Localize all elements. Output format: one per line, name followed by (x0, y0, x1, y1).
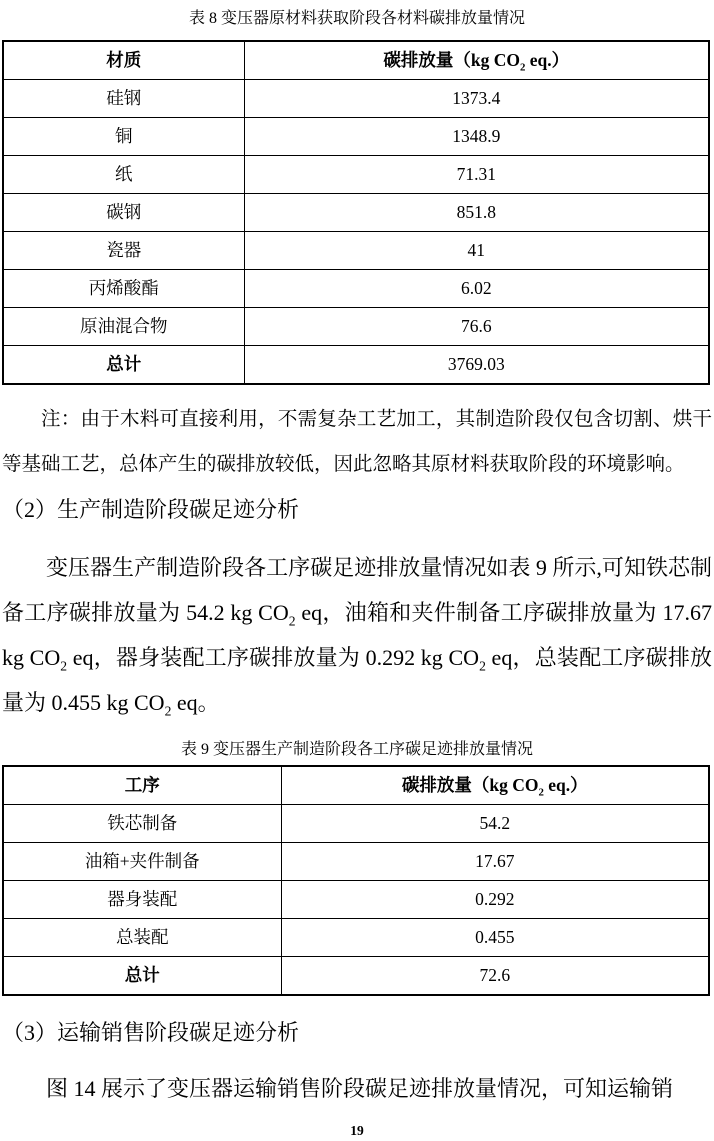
co2-subscript: 2 (538, 786, 544, 799)
para-text: eq，器身装配工序碳排放量为 0.292 kg CO (67, 645, 480, 670)
process-cell: 油箱+夹件制备 (3, 843, 281, 881)
value-cell: 1373.4 (244, 80, 709, 118)
section2-paragraph (2, 545, 712, 725)
table8 (2, 40, 710, 385)
material-cell: 硅钢 (3, 80, 244, 118)
co2-subscript: 2 (60, 658, 68, 674)
table8-row (3, 118, 709, 156)
material-cell: 丙烯酸酯 (3, 270, 244, 308)
table9-header-row (3, 766, 709, 805)
section3-heading: （3）运输销售阶段碳足迹分析 (2, 1020, 300, 1045)
document-page (0, 8, 714, 1141)
value-cell: 71.31 (244, 156, 709, 194)
table9-row (3, 805, 709, 843)
table9-caption: 表 9 变压器生产制造阶段各工序碳足迹排放量情况 (180, 741, 533, 758)
table8-row (3, 270, 709, 308)
value-cell: 76.6 (244, 308, 709, 346)
section2-heading: （2）生产制造阶段碳足迹分析 (2, 497, 300, 522)
table8-total-row (3, 346, 709, 385)
table9-total-row (3, 957, 709, 996)
process-cell: 器身装配 (3, 881, 281, 919)
table8-header-material: 材质 (3, 41, 244, 80)
table8-header-row (3, 41, 709, 80)
header-text: eq.） (543, 774, 588, 795)
value-cell: 0.455 (281, 919, 709, 957)
value-cell: 41 (244, 232, 709, 270)
table9-row (3, 843, 709, 881)
material-cell: 铜 (3, 118, 244, 156)
co2-subscript: 2 (288, 613, 296, 629)
process-cell: 铁芯制备 (3, 805, 281, 843)
para-text: eq，总装配工序碳排放量为 0.455 kg CO (2, 645, 713, 715)
para-text: eq。 (171, 690, 220, 715)
table9 (2, 765, 710, 996)
table8-header-emission (244, 41, 709, 80)
material-cell: 碳钢 (3, 194, 244, 232)
process-cell: 总装配 (3, 919, 281, 957)
value-cell: 17.67 (281, 843, 709, 881)
table8-caption: 表 8 变压器原材料获取阶段各材料碳排放量情况 (188, 10, 525, 27)
page-number: 19 (350, 1123, 364, 1138)
para-text: eq，油箱和夹件制备工序碳排放量为 17.67 kg CO (2, 600, 712, 670)
value-cell: 0.292 (281, 881, 709, 919)
header-text: eq.） (525, 49, 570, 70)
note-paragraph: 注：由于木料可直接利用，不需复杂工艺加工，其制造阶段仅包含切割、烘干等基础工艺，总体产生的碳排放较低，因此忽略其原材料获取阶段的环境影响。 (2, 409, 712, 475)
total-label-cell: 总计 (3, 346, 244, 385)
value-cell: 54.2 (281, 805, 709, 843)
co2-subscript: 2 (519, 61, 526, 74)
table9-header-process: 工序 (3, 766, 281, 805)
table9-row (3, 919, 709, 957)
table8-row (3, 80, 709, 118)
section3-paragraph: 图 14 展示了变压器运输销售阶段碳足迹排放量情况，可知运输销 (46, 1076, 674, 1101)
value-cell: 1348.9 (244, 118, 709, 156)
total-value-cell: 3769.03 (244, 346, 709, 385)
table9-header-emission (281, 766, 709, 805)
header-text: 碳排放量（kg CO (401, 774, 539, 795)
total-label-cell: 总计 (3, 957, 281, 996)
co2-subscript: 2 (164, 703, 172, 719)
value-cell: 6.02 (244, 270, 709, 308)
total-value-cell: 72.6 (281, 957, 709, 996)
material-cell: 纸 (3, 156, 244, 194)
material-cell: 原油混合物 (3, 308, 244, 346)
value-cell: 851.8 (244, 194, 709, 232)
para-text: 变压器生产制造阶段各工序碳足迹排放量情况如表 9 所示,可知铁芯制备工序碳排放量为 54.2 kg CO (2, 555, 712, 625)
table8-row (3, 194, 709, 232)
header-text: 碳排放量（kg CO (383, 49, 520, 70)
table8-row (3, 308, 709, 346)
material-cell: 瓷器 (3, 232, 244, 270)
table8-row (3, 232, 709, 270)
table8-row (3, 156, 709, 194)
table9-row (3, 881, 709, 919)
co2-subscript: 2 (479, 658, 486, 674)
